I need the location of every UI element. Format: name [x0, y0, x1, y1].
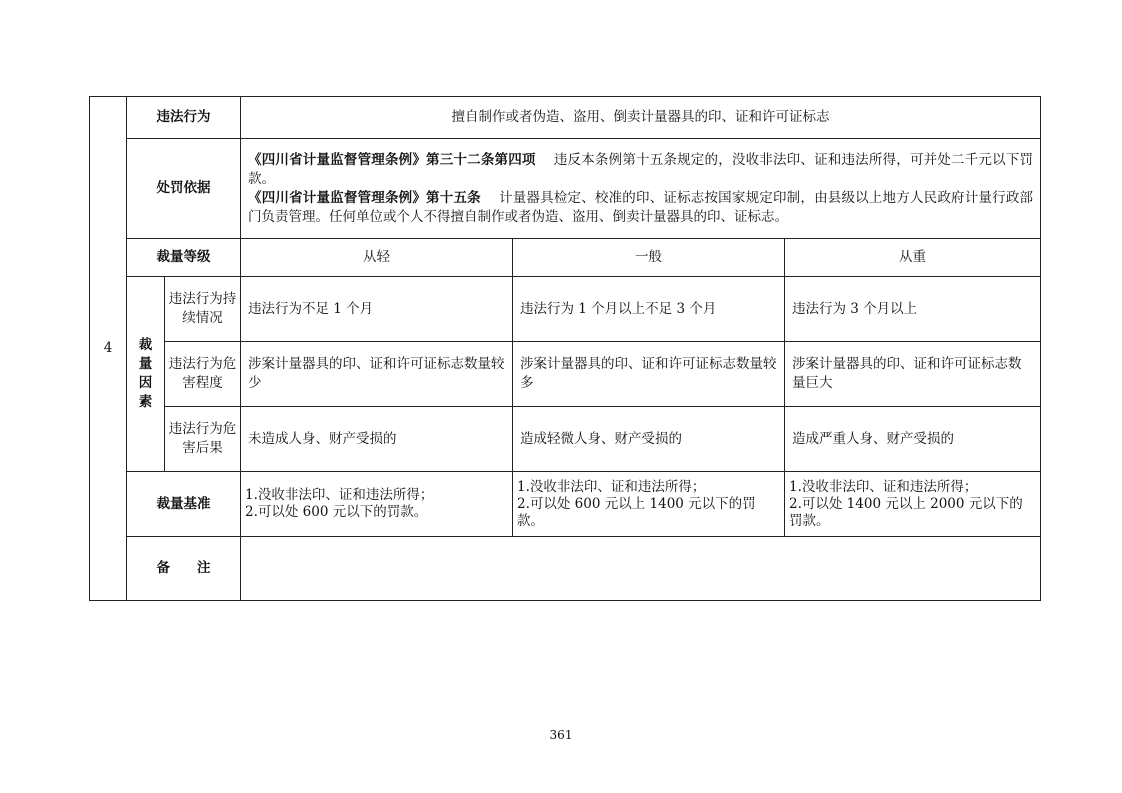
- factor-value: 造成轻微人身、财产受损的: [513, 407, 785, 472]
- factor-name: 违法行为持续情况: [165, 277, 241, 342]
- penalty-table: [89, 96, 1041, 601]
- standard-label: 裁量基准: [127, 472, 241, 537]
- level-light: 从轻: [241, 239, 513, 277]
- violation-text: 擅自制作或者伪造、盗用、倒卖计量器具的印、证和许可证标志: [241, 97, 1041, 139]
- level-normal: 一般: [513, 239, 785, 277]
- factor-name: 违法行为危害程度: [165, 342, 241, 407]
- factor-row: [90, 407, 1041, 472]
- factor-value: 涉案计量器具的印、证和许可证标志数量较多: [513, 342, 785, 407]
- factor-name: 违法行为危害后果: [165, 407, 241, 472]
- violation-label: 违法行为: [127, 97, 241, 139]
- basis-label: 处罚依据: [127, 139, 241, 239]
- level-row: [90, 239, 1041, 277]
- remarks-row: [90, 537, 1041, 601]
- level-heavy: 从重: [785, 239, 1041, 277]
- basis-law-1: 《四川省计量监督管理条例》第三十二条第四项: [248, 151, 536, 168]
- basis-row: [90, 139, 1041, 239]
- level-label: 裁量等级: [127, 239, 241, 277]
- factor-value: 造成严重人身、财产受损的: [785, 407, 1041, 472]
- factor-value: 违法行为 3 个月以上: [785, 277, 1041, 342]
- factor-value: 未造成人身、财产受损的: [241, 407, 513, 472]
- remarks-value: [241, 537, 1041, 601]
- factor-row: [90, 342, 1041, 407]
- factor-value: 涉案计量器具的印、证和许可证标志数量较少: [241, 342, 513, 407]
- basis-law-2: 《四川省计量监督管理条例》第十五条: [248, 189, 481, 206]
- standard-row: [90, 472, 1041, 537]
- remarks-label: 备 注: [127, 537, 241, 601]
- row-number: 4: [90, 97, 127, 601]
- basis-text-2: 计量器具检定、校准的印、证标志按国家规定印制，由县级以上地方人民政府计量行政部门负责管理。任何单位或个人不得擅自制作或者伪造、盗用、倒卖计量器具的印、证标志。: [248, 189, 1034, 225]
- standard-heavy: 1.没收非法印、证和违法所得； 2.可以处 1400 元以上 2000 元以下的罚款。: [785, 472, 1041, 537]
- factor-value: 违法行为不足 1 个月: [241, 277, 513, 342]
- basis-text-1: 违反本条例第十五条规定的，没收非法印、证和违法所得，可并处二千元以下罚款。: [248, 151, 1034, 187]
- factors-label: 裁 量 因 素: [127, 277, 165, 472]
- factor-value: 涉案计量器具的印、证和许可证标志数量巨大: [785, 342, 1041, 407]
- page-number: 361: [549, 728, 573, 742]
- violation-row: [90, 97, 1041, 139]
- basis-text: [241, 139, 1041, 239]
- standard-normal: 1.没收非法印、证和违法所得； 2.可以处 600 元以上 1400 元以下的罚款。: [513, 472, 785, 537]
- factor-value: 违法行为 1 个月以上不足 3 个月: [513, 277, 785, 342]
- factor-row: [90, 277, 1041, 342]
- standard-light: 1.没收非法印、证和违法所得； 2.可以处 600 元以下的罚款。: [241, 472, 513, 537]
